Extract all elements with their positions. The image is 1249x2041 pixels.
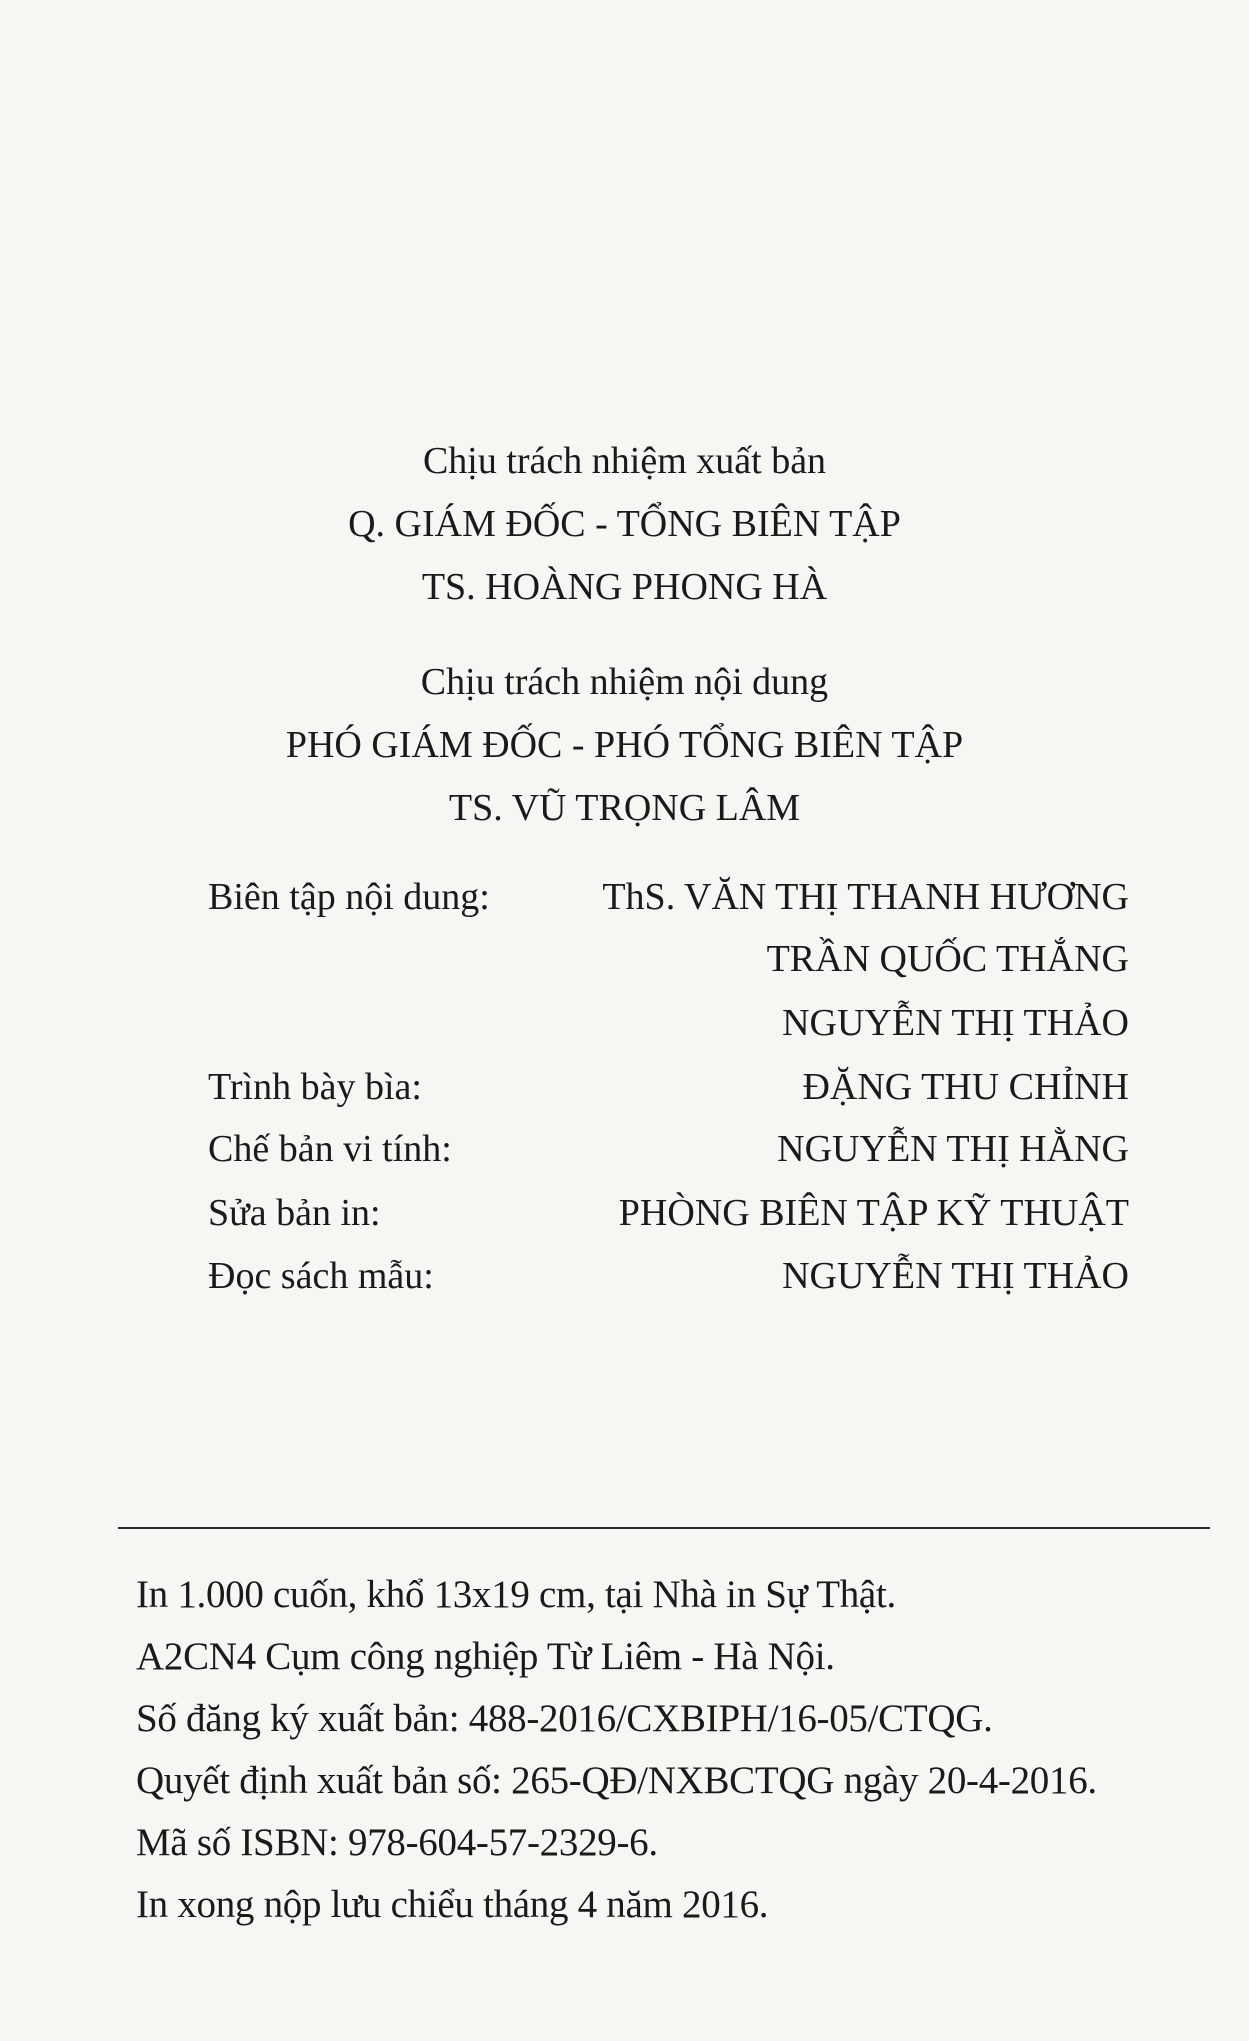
content-responsibility-name: TS. VŨ TRỌNG LÂM [448,787,801,829]
credit-value: ThS. VĂN THỊ THANH HƯƠNG [602,876,1129,918]
credit-value: PHÒNG BIÊN TẬP KỸ THUẬT [618,1192,1129,1234]
publishing-responsibility-name: TS. HOÀNG PHONG HÀ [421,566,828,608]
credit-label: Trình bày bìa: [208,1066,422,1108]
credit-label: Chế bản vi tính: [208,1128,452,1170]
divider [118,1527,1210,1529]
credit-value: NGUYỄN THỊ THẢO [782,1255,1129,1297]
content-responsibility-heading: Chịu trách nhiệm nội dung [420,661,829,703]
content-responsibility-title: PHÓ GIÁM ĐỐC - PHÓ TỔNG BIÊN TẬP [285,724,964,766]
imprint-line: Quyết định xuất bản số: 265-QĐ/NXBCTQG ngày 20-4-2016. [136,1759,1097,1802]
imprint-line: In xong nộp lưu chiểu tháng 4 năm 2016. [136,1883,769,1926]
imprint-line: Số đăng ký xuất bản: 488-2016/CXBIPH/16-05/CTQG. [136,1697,993,1740]
credit-value: TRẦN QUỐC THẮNG [766,938,1129,980]
credit-value: NGUYỄN THỊ THẢO [782,1002,1129,1044]
imprint-line: Mã số ISBN: 978-604-57-2329-6. [136,1821,658,1864]
publishing-responsibility-title: Q. GIÁM ĐỐC - TỔNG BIÊN TẬP [348,503,901,545]
credit-value: NGUYỄN THỊ HẰNG [777,1128,1129,1170]
imprint-line: A2CN4 Cụm công nghiệp Từ Liêm - Hà Nội. [136,1635,835,1678]
credit-label: Biên tập nội dung: [208,876,490,918]
credit-value: ĐẶNG THU CHỈNH [802,1066,1129,1108]
credit-label: Đọc sách mẫu: [208,1255,434,1297]
imprint-line: In 1.000 cuốn, khổ 13x19 cm, tại Nhà in Sự Thật. [136,1573,896,1616]
credit-label: Sửa bản in: [208,1192,381,1234]
publishing-responsibility-heading: Chịu trách nhiệm xuất bản [422,440,827,482]
